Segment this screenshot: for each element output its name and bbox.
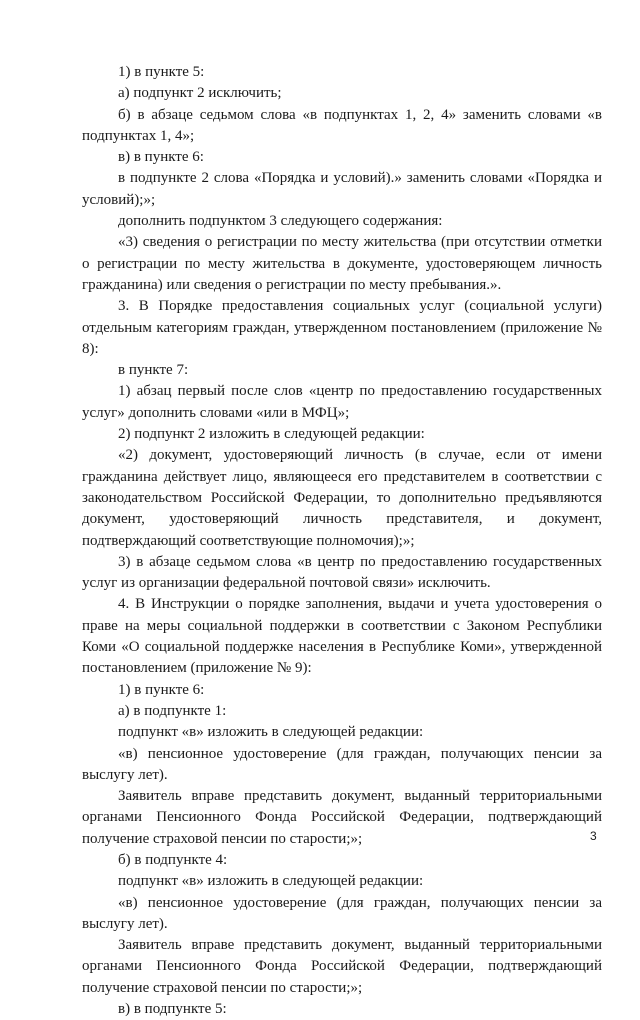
paragraph-8: 3. В Порядке предоставления социальных услуг (социальной услуги) отдельным категориям граждан, утвержденном постановлением (приложение № 8):: [82, 298, 602, 357]
paragraph-11: 2) подпункт 2 изложить в следующей редакции:: [118, 426, 425, 443]
paragraph-13: 3) в абзаце седьмом слова «в центр по предоставлению государственных услуг из организации федеральной почтовой связи» исключить.: [82, 553, 602, 592]
paragraph-2: а) подпункт 2 исключить;: [118, 85, 282, 102]
paragraph-7: «3) сведения о регистрации по месту жительства (при отсутствии отметки о регистрации по месту жительства в документе, удостоверяющем личность гражданина) или сведения о регистрации по месту пребывания.».: [82, 234, 602, 293]
paragraph-20: б) в подпункте 4:: [118, 851, 228, 868]
paragraph-24: в) в подпункте 5:: [118, 1001, 227, 1018]
paragraph-22: «в) пенсионное удостоверение (для граждан, получающих пенсии за выслугу лет).: [82, 894, 602, 932]
paragraph-10: 1) абзац первый после слов «центр по предоставлению государственных услуг» дополнить словами «или в МФЦ»;: [82, 383, 602, 421]
paragraph-6: дополнить подпунктом 3 следующего содержания:: [118, 213, 443, 230]
paragraph-14: 4. В Инструкции о порядке заполнения, выдачи и учета удостоверения о праве на меры социальной поддержки в соответствии с Законом Республики Коми «О социальной поддержке населения в Республике Коми», утвержденной постановлением (приложение № 9):: [82, 596, 602, 677]
paragraph-19: Заявитель вправе представить документ, выданный территориальными органами Пенсионного Фонда Российской Федерации, подтверждающий получение страховой пенсии по старости;»;: [82, 788, 602, 847]
paragraph-3: б) в абзаце седьмом слова «в подпунктах 1, 2, 4» заменить словами «в подпунктах 1, 4»;: [82, 106, 602, 144]
paragraph-16: а) в подпункте 1:: [118, 702, 227, 719]
page-number: 3: [590, 829, 597, 843]
paragraph-23: Заявитель вправе представить документ, выданный территориальными органами Пенсионного Фонда Российской Федерации, подтверждающий получение страховой пенсии по старости;»;: [82, 937, 602, 996]
paragraph-15: 1) в пункте 6:: [118, 681, 205, 698]
paragraph-12: «2) документ, удостоверяющий личность (в случае, если от имени гражданина действует лицо, являющееся его представителем в соответствии с законодательством Российской Федерации, то дополнительно предъявляются документ, удостоверяющий личность представителя, и документ, подтверждающий соответствующие полномочия);»;: [82, 447, 602, 549]
paragraph-21: подпункт «в» изложить в следующей редакции:: [118, 873, 424, 890]
paragraph-4: в) в пункте 6:: [118, 149, 204, 166]
paragraph-5: в подпункте 2 слова «Порядка и условий).» заменить словами «Порядка и условий);»;: [82, 170, 602, 208]
document-body: [82, 62, 602, 1020]
paragraph-18: «в) пенсионное удостоверение (для граждан, получающих пенсии за выслугу лет).: [82, 745, 602, 783]
paragraph-17: подпункт «в» изложить в следующей редакции:: [118, 724, 424, 741]
paragraph-9: в пункте 7:: [118, 362, 189, 379]
paragraph-1: 1) в пункте 5:: [118, 64, 205, 80]
